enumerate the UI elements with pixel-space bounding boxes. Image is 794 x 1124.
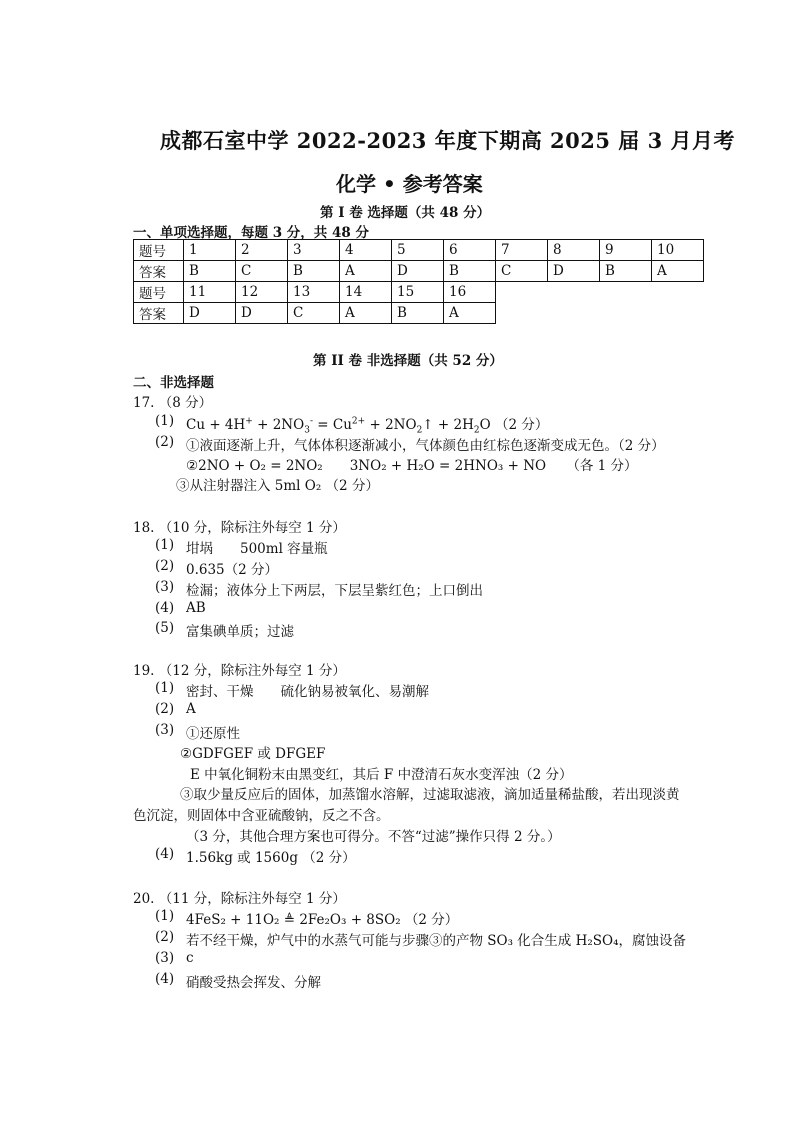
answer-cell: D bbox=[548, 261, 600, 282]
part2-heading: 第 II 卷 非选择题（共 52 分） bbox=[313, 353, 503, 369]
question-number: 2 bbox=[236, 240, 288, 261]
question-number: 7 bbox=[496, 240, 548, 261]
q17-answer-2: ①液面逐渐上升，气体体积逐渐减小，气体颜色由红棕色逐渐变成无色。（2 分） bbox=[186, 438, 665, 454]
part1-heading: 第 I 卷 选择题（共 48 分） bbox=[320, 205, 491, 221]
question-number: 13 bbox=[288, 282, 340, 303]
question-number: 6 bbox=[444, 240, 496, 261]
q19-item-number: (1) bbox=[155, 680, 175, 696]
answer-cell: B bbox=[600, 261, 652, 282]
q18-answer-1: 坩埚 500ml 容量瓶 bbox=[186, 541, 328, 557]
question-number: 5 bbox=[392, 240, 444, 261]
q20-item-number: (2) bbox=[155, 929, 175, 945]
question-number: 12 bbox=[236, 282, 288, 303]
q18-item-number: (1) bbox=[155, 537, 175, 553]
q20-answer-1: 4FeS₂ + 11O₂ ≜ 2Fe₂O₃ + 8SO₂ （2 分） bbox=[186, 912, 459, 928]
q19-answer-3-phenomenon: E 中氧化铜粉末由黑变红，其后 F 中澄清石灰水变浑浊（2 分） bbox=[190, 767, 573, 783]
row-label: 答案 bbox=[134, 303, 184, 324]
question-number: 3 bbox=[288, 240, 340, 261]
question-number: 11 bbox=[184, 282, 236, 303]
table-row bbox=[134, 303, 704, 324]
answer-cell: A bbox=[340, 261, 392, 282]
page-subtitle: 化学 • 参考答案 bbox=[336, 172, 483, 196]
answer-cell: B bbox=[288, 261, 340, 282]
table-row bbox=[134, 282, 704, 303]
q18-item-number: (5) bbox=[155, 620, 175, 636]
q19-heading: 19. （12 分，除标注外每空 1 分） bbox=[133, 663, 346, 679]
q18-heading: 18. （10 分，除标注外每空 1 分） bbox=[133, 520, 346, 536]
q20-answer-4: 硝酸受热会挥发、分解 bbox=[186, 975, 321, 991]
question-number: 1 bbox=[184, 240, 236, 261]
q19-answer-3-note: （3 分，其他合理方案也可得分。不答“过滤”操作只得 2 分。） bbox=[186, 829, 561, 845]
row-label: 答案 bbox=[134, 261, 184, 282]
q19-answer-3: ①还原性 bbox=[186, 726, 240, 742]
question-number: 4 bbox=[340, 240, 392, 261]
row-label: 题号 bbox=[134, 282, 184, 303]
q18-answer-5: 富集碘单质；过滤 bbox=[186, 624, 294, 640]
q17-heading: 17. （8 分） bbox=[133, 395, 213, 411]
q18-item-number: (2) bbox=[155, 558, 175, 574]
q19-item-number: (4) bbox=[155, 846, 175, 862]
q19-answer-3-order: ②GDFGEF 或 DFGEF bbox=[180, 746, 326, 762]
question-number: 15 bbox=[392, 282, 444, 303]
q19-item-number: (2) bbox=[155, 701, 175, 717]
part2-section: 二、非选择题 bbox=[133, 375, 214, 391]
q18-answer-2: 0.635（2 分） bbox=[186, 562, 279, 578]
answer-cell: D bbox=[392, 261, 444, 282]
answer-cell: B bbox=[184, 261, 236, 282]
q19-answer-2: A bbox=[186, 701, 196, 717]
question-number: 14 bbox=[340, 282, 392, 303]
answer-cell: B bbox=[392, 303, 444, 324]
table-row bbox=[134, 240, 704, 261]
q19-answer-3-method: ③取少量反应后的固体，加蒸馏水溶解，过滤取滤液，滴加适量稀盐酸，若出现淡黄 bbox=[180, 787, 680, 803]
q19-answer-1: 密封、干燥 硫化钠易被氧化、易潮解 bbox=[186, 684, 429, 700]
q17-answer-2-equations: ②2NO + O₂ = 2NO₂ 3NO₂ + H₂O = 2HNO₃ + NO （各 1 分） bbox=[186, 458, 638, 474]
answer-cell: A bbox=[340, 303, 392, 324]
q18-item-number: (4) bbox=[155, 600, 175, 616]
answer-cell: C bbox=[236, 261, 288, 282]
q20-heading: 20. （11 分，除标注外每空 1 分） bbox=[133, 891, 346, 907]
q20-item-number: (4) bbox=[155, 971, 175, 987]
q20-answer-3: c bbox=[186, 950, 194, 966]
answer-cell: A bbox=[444, 303, 496, 324]
answer-cell: D bbox=[236, 303, 288, 324]
q20-answer-2: 若不经干燥，炉气中的水蒸气可能与步骤③的产物 SO₃ 化合生成 H₂SO₄，腐蚀设备 bbox=[186, 933, 687, 949]
table-row bbox=[134, 261, 704, 282]
answer-cell: C bbox=[496, 261, 548, 282]
question-number: 16 bbox=[444, 282, 496, 303]
answer-cell: B bbox=[444, 261, 496, 282]
page-title: 成都石室中学 2022-2023 年度下期高 2025 届 3 月月考 bbox=[160, 128, 736, 153]
q18-answer-3: 检漏；液体分上下两层，下层呈紫红色；上口倒出 bbox=[186, 583, 483, 599]
q20-item-number: (3) bbox=[155, 950, 175, 966]
q19-answer-4: 1.56kg 或 1560g （2 分） bbox=[186, 850, 356, 866]
q20-item-number: (1) bbox=[155, 908, 175, 924]
q19-answer-3-method-cont: 色沉淀，则固体中含亚硫酸钠，反之不含。 bbox=[133, 808, 390, 824]
q17-item-number: (1) bbox=[155, 413, 175, 429]
q17-item-number: (2) bbox=[155, 434, 175, 450]
question-number: 10 bbox=[652, 240, 704, 261]
q19-item-number: (3) bbox=[155, 722, 175, 738]
q18-answer-4: AB bbox=[186, 600, 206, 616]
row-label: 题号 bbox=[134, 240, 184, 261]
answer-table bbox=[133, 239, 704, 324]
q17-answer-2-step3: ③从注射器注入 5ml O₂ （2 分） bbox=[176, 478, 379, 494]
answer-cell: A bbox=[652, 261, 704, 282]
q18-item-number: (3) bbox=[155, 579, 175, 595]
part1-section: 一、单项选择题，每题 3 分，共 48 分 bbox=[133, 225, 369, 241]
question-number: 9 bbox=[600, 240, 652, 261]
q17-answer-1: $Cu + 4H^+ + 2NO_3^- = Cu^{2+}$ + $2NO_2↑ + 2H_2O$ （2 分） bbox=[186, 416, 549, 436]
answer-cell: D bbox=[184, 303, 236, 324]
answer-cell: C bbox=[288, 303, 340, 324]
question-number: 8 bbox=[548, 240, 600, 261]
